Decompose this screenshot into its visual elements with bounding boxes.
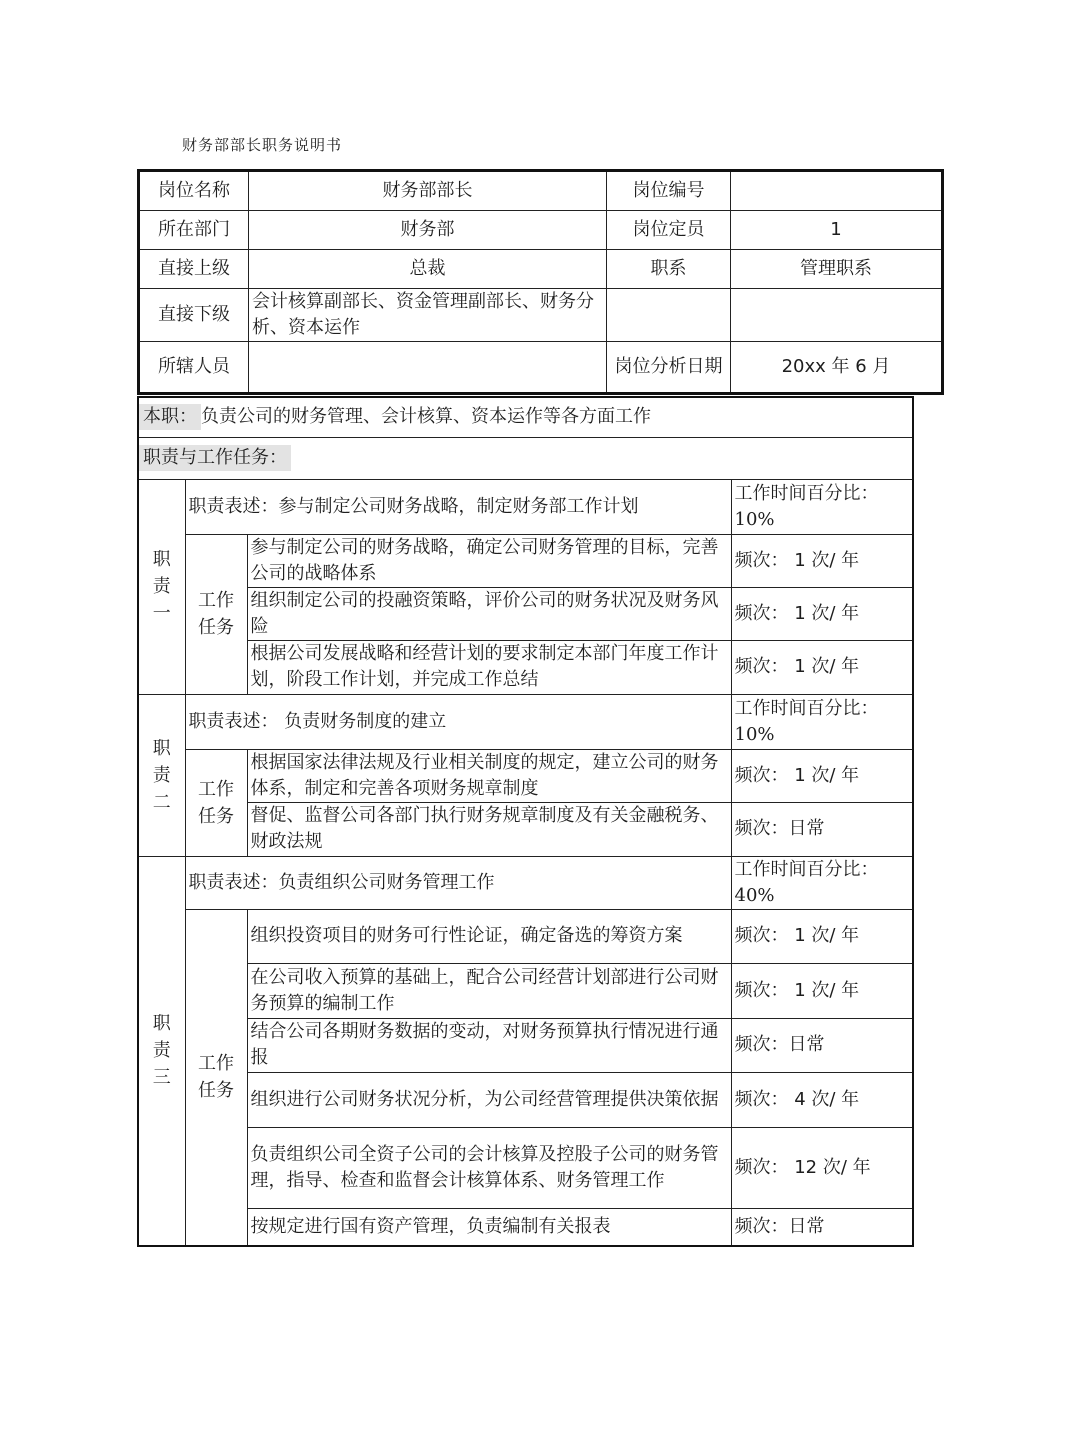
task-text: 组织投资项目的财务可行性论证，确定备选的筹资方案 [247,909,731,963]
task-label-cell [185,534,247,694]
task-text: 根据国家法律法规及行业相关制度的规定，建立公司的财务体系，制定和完善各项财务规章制度 [247,749,731,802]
task-frequency: 频次：日常 [731,1018,913,1072]
task-row [138,749,913,802]
summary-cell [138,397,913,437]
empty-cell [607,289,731,342]
task-text: 组织制定公司的投融资策略，评价公司的财务状况及财务风险 [247,587,731,640]
value-job-family: 管理职系 [731,250,943,289]
duty-name: 职责一 [152,549,171,624]
duty-statement-row [138,856,913,909]
task-text: 在公司收入预算的基础上，配合公司经营计划部进行公司财务预算的编制工作 [247,963,731,1018]
task-text: 组织进行公司财务状况分析，为公司经营管理提供决策依据 [247,1072,731,1127]
duty-name-cell [138,856,185,1246]
duty-name: 职责二 [152,737,171,813]
value-subordinates: 会计核算副部长、资金管理副部长、财务分析、资本运作 [249,289,607,342]
label-position-name: 岗位名称 [139,171,249,211]
task-frequency: 频次： 1 次/ 年 [731,909,913,963]
task-row [138,587,913,640]
value-staff [249,342,607,394]
duty-statement: 职责表述：参与制定公司财务战略，制定财务部工作计划 [185,479,731,534]
duty-percent: 工作时间百分比：40% [731,856,913,909]
task-text: 按规定进行国有资产管理，负责编制有关报表 [247,1208,731,1246]
task-text: 结合公司各期财务数据的变动，对财务预算执行情况进行通报 [247,1018,731,1072]
duties-heading: 职责与工作任务： [139,445,291,471]
task-frequency: 频次： 4 次/ 年 [731,1072,913,1127]
task-frequency: 频次： 1 次/ 年 [731,640,913,694]
task-label: 工作任务 [198,778,234,827]
task-label-cell [185,909,247,1246]
row-staff [139,342,943,394]
value-headcount: 1 [731,211,943,250]
task-frequency: 频次：日常 [731,802,913,856]
document-title: 财务部部长职务说明书 [182,136,343,154]
task-row [138,1127,913,1208]
label-headcount: 岗位定员 [607,211,731,250]
value-position-name: 财务部部长 [249,171,607,211]
duty-statement: 职责表述： 负责财务制度的建立 [185,694,731,749]
value-superior: 总裁 [249,250,607,289]
task-label-cell [185,749,247,856]
duty-statement-row [138,479,913,534]
duty-percent: 工作时间百分比：10% [731,694,913,749]
label-subordinates: 直接下级 [139,289,249,342]
duty-statement-row [138,694,913,749]
task-row [138,963,913,1018]
task-frequency: 频次： 1 次/ 年 [731,534,913,587]
task-frequency: 频次：日常 [731,1208,913,1246]
task-row [138,1208,913,1246]
position-info-table [137,169,944,395]
duty-percent: 工作时间百分比：10% [731,479,913,534]
label-department: 所在部门 [139,211,249,250]
value-analysis-date: 20xx 年 6 月 [731,342,943,394]
value-department: 财务部 [249,211,607,250]
task-frequency: 频次： 12 次/ 年 [731,1127,913,1208]
task-row [138,534,913,587]
duties-table [137,396,914,1247]
label-job-family: 职系 [607,250,731,289]
duty-name: 职责三 [152,1013,171,1089]
row-superior [139,250,943,289]
task-row [138,1072,913,1127]
task-row [138,909,913,963]
task-frequency: 频次： 1 次/ 年 [731,749,913,802]
duties-heading-cell [138,437,913,479]
label-analysis-date: 岗位分析日期 [607,342,731,394]
summary-text: 负责公司的财务管理、会计核算、资本运作等各方面工作 [201,406,651,428]
row-subordinates [139,289,943,342]
task-text: 督促、监督公司各部门执行财务规章制度及有关金融税务、财政法规 [247,802,731,856]
duty-name-cell [138,479,185,694]
row-position-name [139,171,943,211]
summary-row [138,397,913,437]
task-row [138,802,913,856]
task-row [138,1018,913,1072]
duty-statement: 职责表述：负责组织公司财务管理工作 [185,856,731,909]
task-frequency: 频次： 1 次/ 年 [731,587,913,640]
task-text: 根据公司发展战略和经营计划的要求制定本部门年度工作计划，阶段工作计划，并完成工作总结 [247,640,731,694]
task-label: 工作任务 [198,1053,234,1102]
value-position-code [731,171,943,211]
duty-name-cell [138,694,185,856]
empty-cell [731,289,943,342]
row-department [139,211,943,250]
task-text: 负责组织公司全资子公司的会计核算及控股子公司的财务管理，指导、检查和监督会计核算体系、财务管理工作 [247,1127,731,1208]
task-label: 工作任务 [198,590,234,638]
task-frequency: 频次： 1 次/ 年 [731,963,913,1018]
duties-heading-row [138,437,913,479]
task-row [138,640,913,694]
task-text: 参与制定公司的财务战略，确定公司财务管理的目标，完善公司的战略体系 [247,534,731,587]
label-superior: 直接上级 [139,250,249,289]
label-staff: 所辖人员 [139,342,249,394]
summary-label: 本职： [139,404,201,430]
label-position-code: 岗位编号 [607,171,731,211]
